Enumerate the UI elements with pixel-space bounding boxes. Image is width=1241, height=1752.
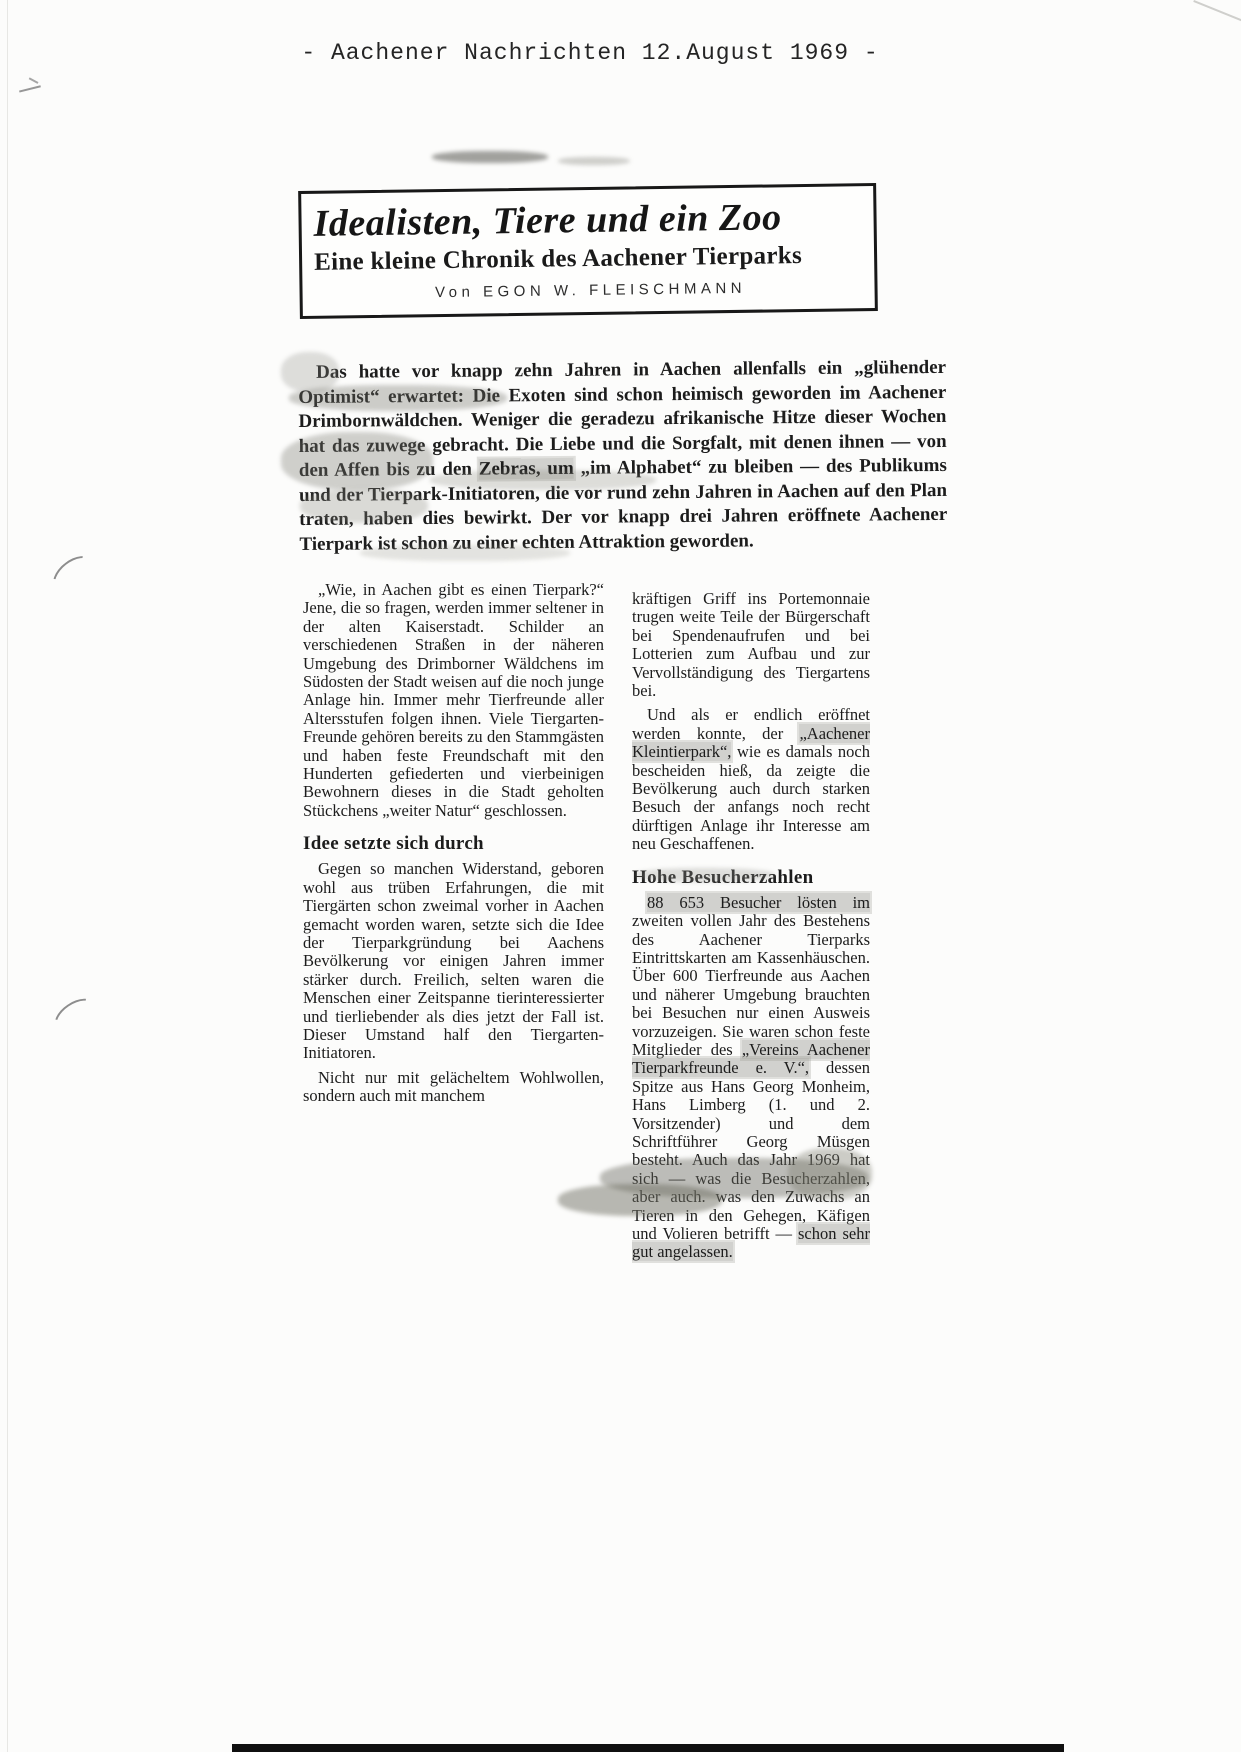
scan-corner-line	[1193, 0, 1241, 25]
highlight-mark: 88 653 Besucher lösten im	[647, 892, 870, 912]
text-segment: „Wie, in Aachen gibt es einen Tierpark?“ Jene, die so fragen, werden immer seltener in der alten Kaiserstadt. Schilder an verschiedenen Straßen in der näheren Umgebung des Drimborner Wäldchens im Südosten der Stadt weisen auf die noch junge Anlage hin. Immer mehr Tierfreunde aller Altersstufen folgen ihnen. Viele Tiergarten-Freunde gehören bereits zu den Stammgästen und haben feste Freundschaft mit den Hunderten gefiederten und vierbeinigen Bewohnern dieses in die Stadt geholten Stückchens „weiter Natur“ geschlossen.	[303, 580, 604, 820]
scan-bottom-bar	[232, 1744, 1064, 1752]
text-segment: „im Alphabet“ zu bleiben — des Publikums und der Tierpark-Initiatoren, die vor rund zehn Jahren in Aachen auf den Plan traten, haben dies bewirkt. Der vor knapp drei Jahren eröffnete Aachener Tierpark ist schon zu einer echten Attraktion geworden.	[298, 454, 948, 555]
scan-edge-line	[7, 0, 8, 1752]
text-segment: zweiten vollen Jahr des Bestehens des Aachener Tierparks Eintrittskarten am Kassenhäuschen. Über 600 Tierfreunde aus Aachen und näherer Umgebung brauchten bei Besuchen nur einen Ausweis vorzuzeigen. Sie waren schon feste Mitglieder des	[632, 911, 870, 1059]
article-subtitle: Eine kleine Chronik des Aachener Tierparks	[313, 241, 803, 276]
article-paragraph	[298, 356, 948, 557]
headline-box	[298, 183, 878, 319]
article-paragraph	[632, 590, 870, 700]
article-title: Idealisten, Tiere und ein Zoo	[313, 196, 782, 245]
article-paragraph	[303, 1069, 604, 1106]
article-byline: Von EGON W. FLEISCHMANN	[434, 279, 747, 301]
text-segment: Gegen so manchen Widerstand, geboren wohl aus trüben Erfahrungen, die mit Tiergärten schon zweimal vorher in Aachen gemacht worden waren, setzte sich die Idee der Tierparkgründung bei Aachens Bevölkerung vor einigen Jahren immer stärker durch. Freilich, selten waren die Menschen einer Zeitspanne tierinteressierter und tierliebender als dies jetzt der Fall ist. Dieser Umstand half den Tiergarten-Initiatoren.	[303, 859, 604, 1063]
section-subhead: Idee setzte sich durch	[303, 833, 484, 855]
text-segment: wie es damals noch bescheiden hieß, da zeigte die Bevölkerung auch durch starken Besuch der anfangs noch recht dürftigen Anlage ihr Interesse am neu Geschaffenen.	[632, 742, 870, 854]
text-segment: Und als er endlich eröffnet werden konnte, der	[632, 705, 870, 743]
page-header-dateline: - Aachener Nachrichten 12.August 1969 -	[301, 40, 879, 66]
article-column-left	[303, 581, 604, 1112]
highlight-mark: schon sehr gut angelassen.	[632, 1224, 870, 1262]
section-subhead: Hohe Besucherzahlen	[632, 866, 814, 888]
article-paragraph	[303, 860, 604, 1062]
article-paragraph	[632, 894, 870, 1262]
text-segment: Das hatte vor knapp zehn Jahren in Aachen allenfalls ein „glühender Optimist“ erwartet: Die Exoten sind schon heimisch geworden im Aachener Drimbornwäldchen. Weniger die geradezu afrikanische Hitze dieser Wochen hat das zuwege gebracht. Die Liebe und die Sorgfalt, mit denen ihnen — von den Affen bis zu den	[298, 356, 947, 481]
margin-pencil-arc	[46, 548, 102, 601]
highlight-mark: „Vereins Aachener Tierparkfreunde e. V.“,	[632, 1039, 870, 1078]
article-paragraph	[303, 581, 604, 820]
highlight-mark: Zebras, um	[478, 457, 574, 480]
highlight-mark: „Aachener Kleintierpark“,	[632, 723, 870, 762]
article-column-right	[632, 581, 870, 1268]
scan-smudge	[558, 157, 630, 165]
text-segment: Nicht nur mit gelächeltem Wohlwollen, sondern auch mit manchem	[303, 1067, 604, 1106]
margin-pencil-arc	[48, 991, 105, 1043]
lead-paragraph	[298, 356, 948, 557]
text-segment: kräftigen Griff ins Portemonnaie trugen weite Teile der Bürgerschaft bei Spendenaufrufen und bei Lotterien zum Aufbau und zur Vervollständigung des Tiergartens bei.	[632, 589, 870, 701]
article-columns	[303, 581, 870, 1268]
scan-smudge	[432, 151, 548, 163]
article-paragraph	[632, 706, 870, 853]
text-segment: dessen Spitze aus Hans Georg Monheim, Hans Limberg (1. und 2. Vorsitzender) und dem Schriftführer Georg Müsgen besteht. Auch das Jahr 1969 hat sich — was die Besucherzahlen, aber auch. was den Zuwachs an Tieren in den Gehegen, Käfigen und Volieren betrifft —	[632, 1058, 870, 1243]
